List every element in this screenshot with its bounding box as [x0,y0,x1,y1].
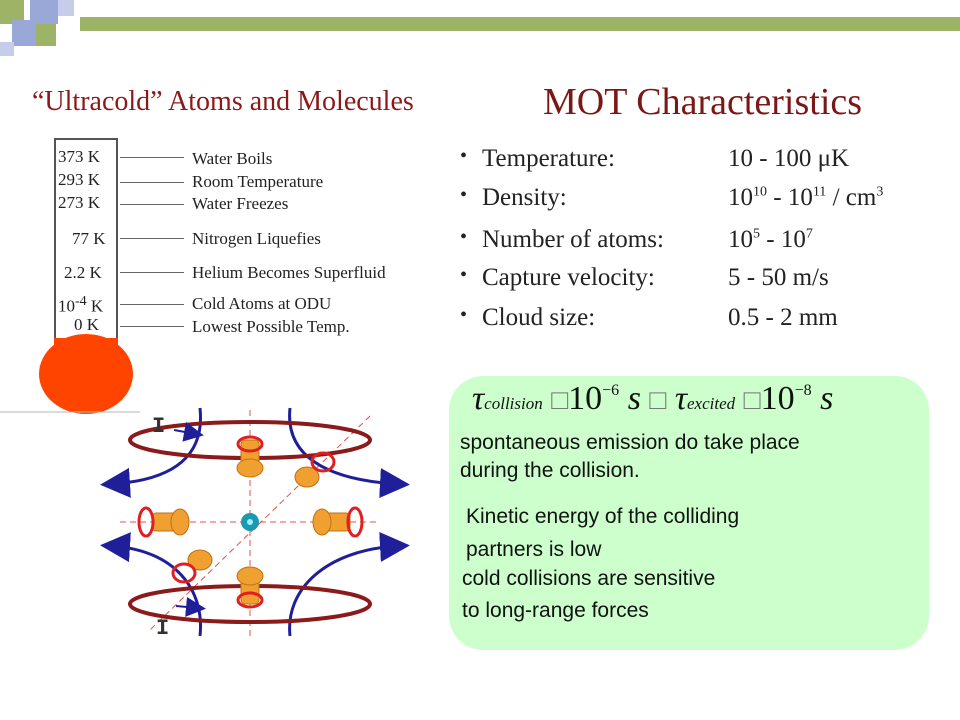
box-line-2: during the collision. [460,459,640,482]
box-line-6: to long-range forces [462,599,649,622]
box-line-5: cold collisions are sensitive [462,567,716,590]
tick-line [120,204,184,205]
event-nitrogen-liquefies: Nitrogen Liquefies [192,229,321,248]
tick-line [120,238,184,239]
event-water-boils: Water Boils [192,149,273,168]
tick-line [120,326,184,327]
box-line-3: Kinetic energy of the colliding [466,505,740,528]
tick-line [120,182,184,183]
right-title: MOT Characteristics [543,81,863,123]
temp-0: 0 K [74,315,100,334]
temp-10-4: $10^{-4}$ K [58,294,104,316]
left-title: “Ultracold” Atoms and Molecules [32,86,414,117]
current-label-top: I [152,414,166,439]
current-label-bottom: I [156,616,170,641]
tick-line [120,157,184,158]
box-line-4: partners is low [466,538,602,561]
time-scale-formula: τcollision $□10^{-6}$ s □ τexcited $□10^{-8}$ s [472,380,834,417]
event-lowest-temp: Lowest Possible Temp. [192,317,350,336]
event-room-temperature: Room Temperature [192,172,324,191]
event-cold-atoms-odu: Cold Atoms at ODU [192,294,332,313]
temp-273: 273 K [58,193,101,212]
mot-diagram [0,400,440,660]
tick-line [120,272,184,273]
temp-373: 373 K [58,147,101,166]
temp-77: 77 K [72,229,106,248]
temp-2-2: 2.2 K [64,263,102,282]
temp-293: 293 K [58,170,101,189]
event-water-freezes: Water Freezes [192,194,289,213]
tick-line [120,304,184,305]
event-helium-superfluid: Helium Becomes Superfluid [192,263,386,282]
box-line-1: spontaneous emission do take place [460,431,800,454]
